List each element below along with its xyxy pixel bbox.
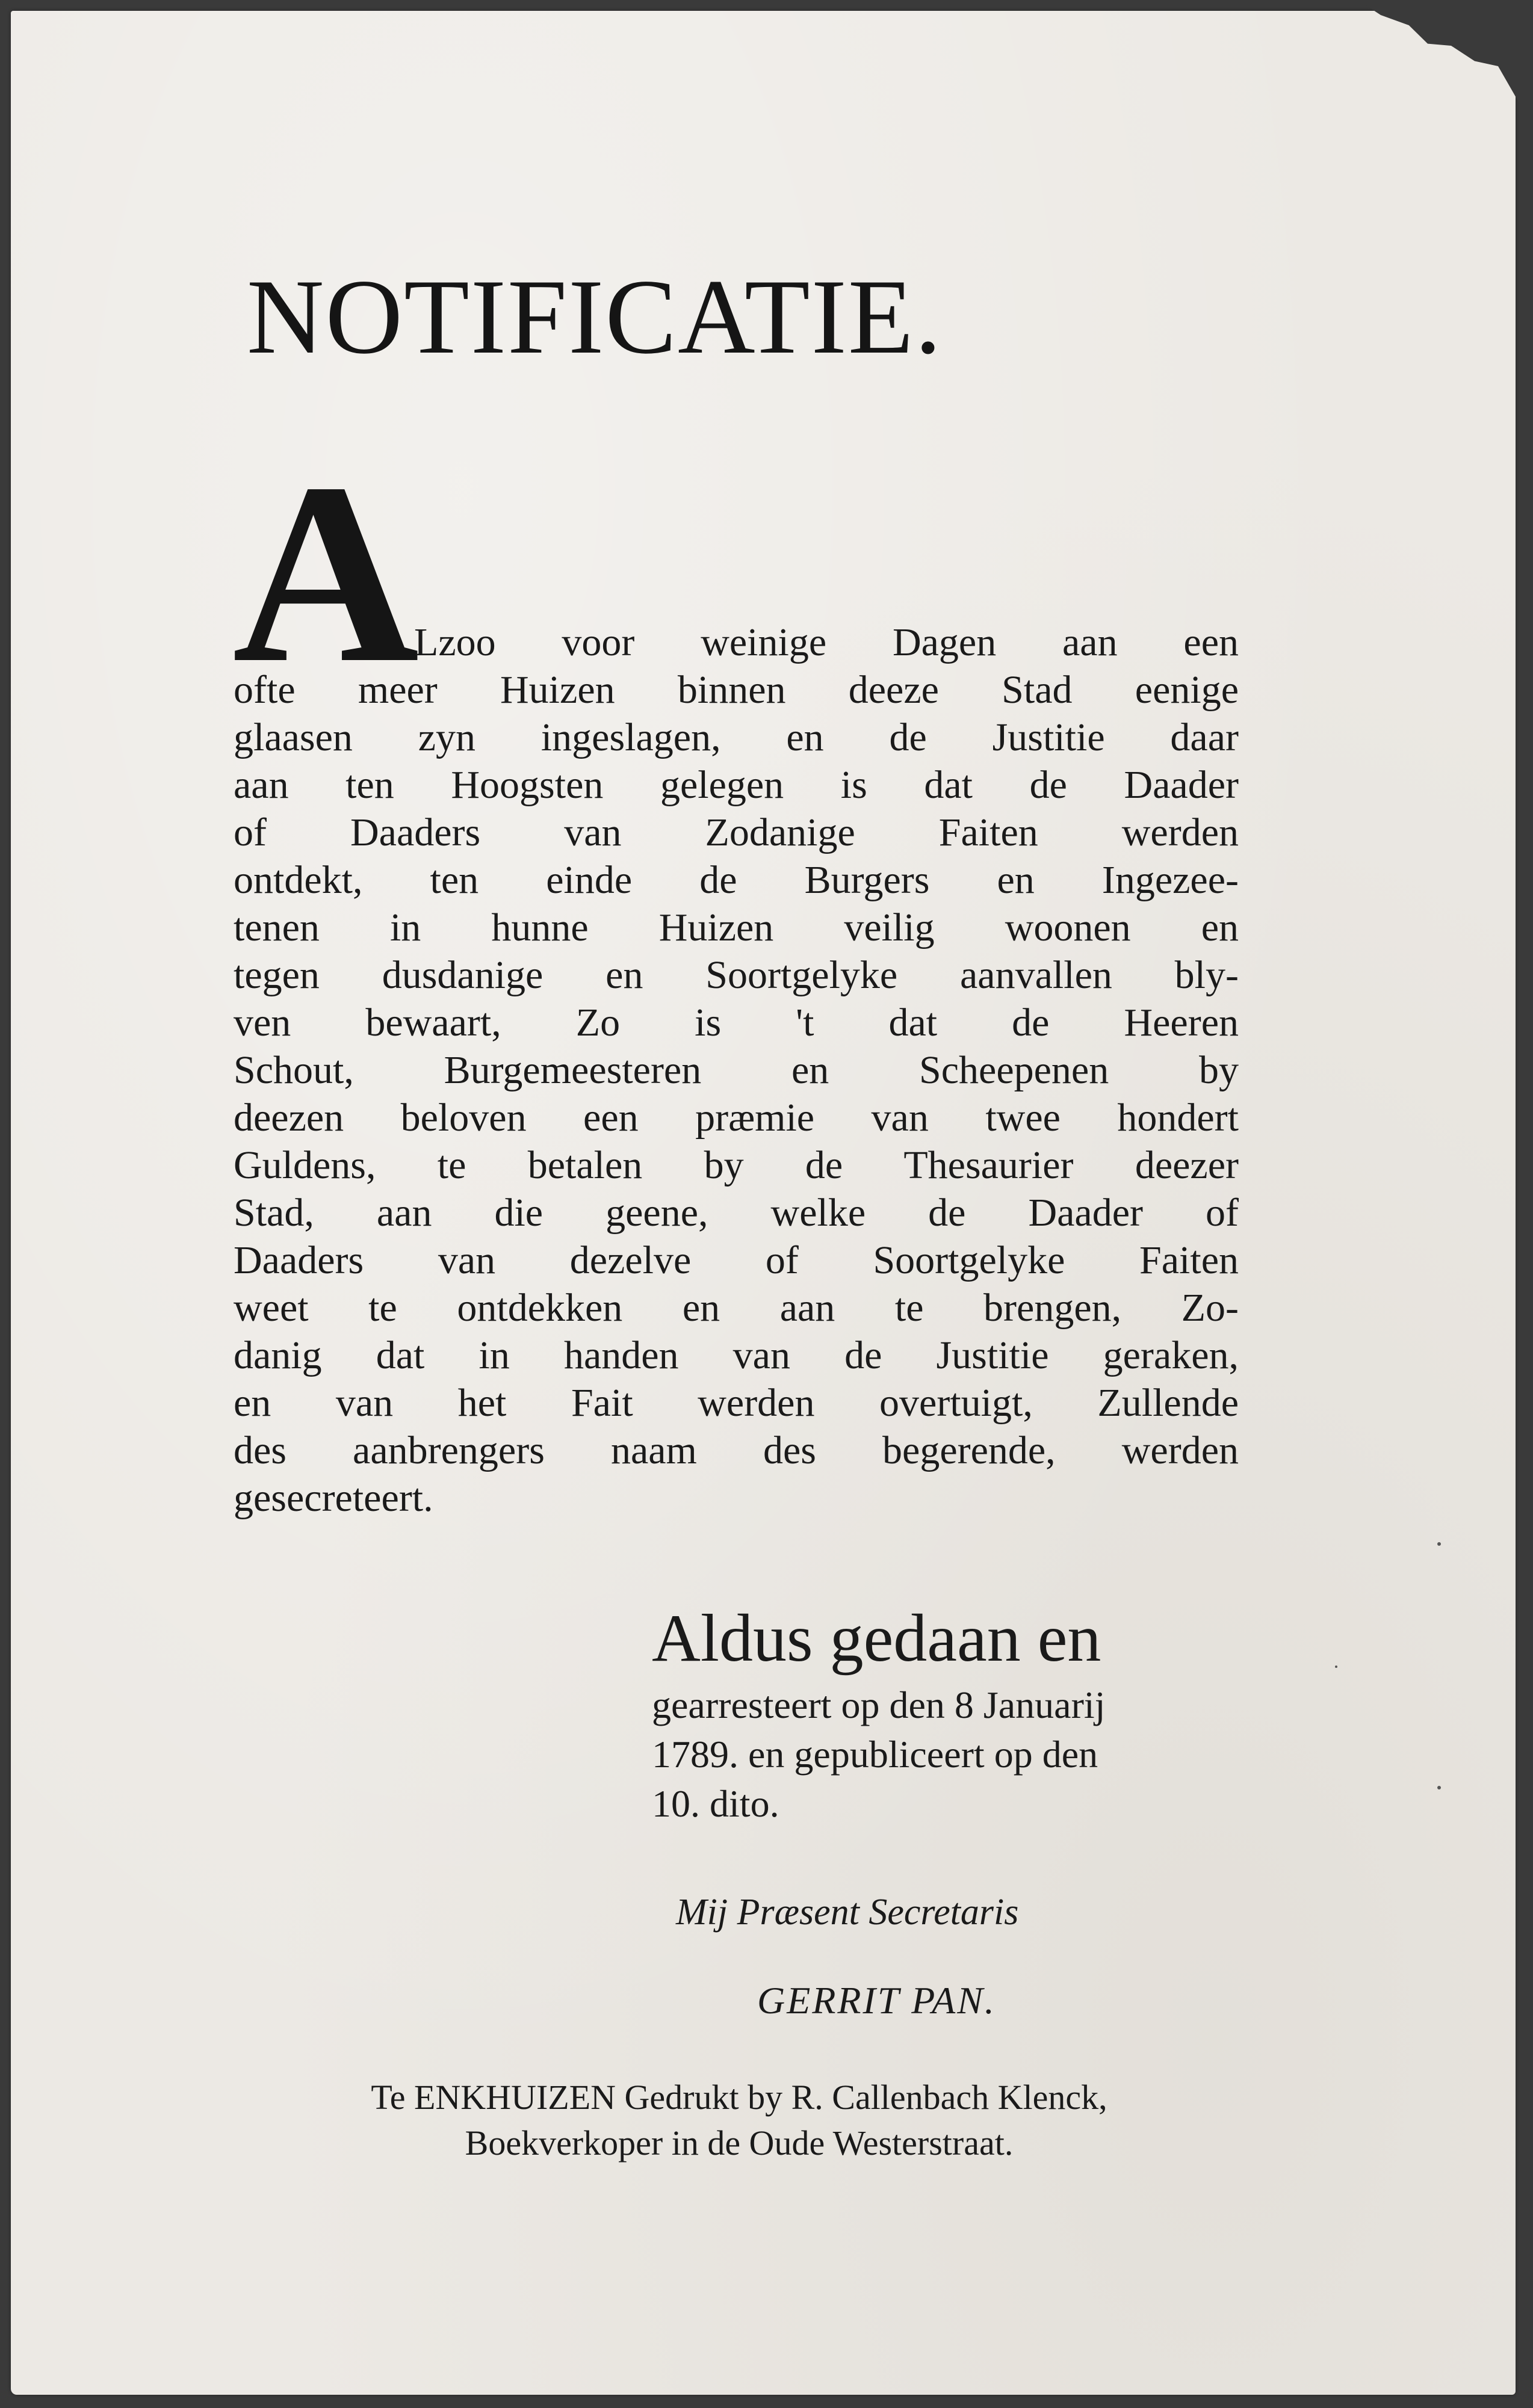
imprint-line: Te ENKHUIZEN Gedrukt by R. Callenbach Klenck,: [371, 2078, 1107, 2117]
body-line: des aanbrengers naam des begerende, werden: [234, 1428, 1239, 1472]
signer-name: GERRIT PAN.: [757, 1979, 996, 2022]
body-line: gesecreteert.: [234, 1476, 433, 1520]
document-title: NOTIFICATIE.: [247, 257, 943, 376]
ink-speck: [1437, 1786, 1441, 1789]
closing-heading: Aldus gedaan en: [652, 1601, 1101, 1676]
body-line: weet te ontdekken en aan te brengen, Zo-: [234, 1286, 1239, 1330]
body-line: tegen dusdanige en Soortgelyke aanvallen bly-: [234, 953, 1239, 997]
body-text: [234, 619, 1239, 1522]
body-line: Lzoo voor weinige Dagen aan een: [414, 620, 1239, 664]
body-line: aan ten Hoogsten gelegen is dat de Daader: [234, 763, 1239, 807]
body-line: en van het Fait werden overtuigt, Zullende: [234, 1381, 1239, 1425]
body-line: glaasen zyn ingeslagen, en de Justitie daar: [234, 715, 1239, 759]
body-line: danig dat in handen van de Justitie geraken,: [234, 1333, 1239, 1377]
body-line: ontdekt, ten einde de Burgers en Ingezee-: [234, 858, 1239, 902]
imprint-line: Boekverkoper in de Oude Westerstraat.: [465, 2123, 1014, 2163]
printer-imprint: [228, 2075, 1251, 2166]
closing-line: 1789. en gepubliceert op den: [652, 1733, 1098, 1776]
closing-block: [652, 1596, 1230, 1829]
body-line: Schout, Burgemeesteren en Scheepenen by: [234, 1048, 1239, 1092]
drop-cap: A: [232, 430, 420, 717]
body-line: Guldens, te betalen by de Thesaurier deezer: [234, 1143, 1239, 1187]
paper-sheet: [11, 11, 1516, 2395]
closing-line: 10. dito.: [652, 1782, 779, 1825]
body-line: ofte meer Huizen binnen deeze Stad eenige: [234, 668, 1239, 712]
body-line: Daaders van dezelve of Soortgelyke Faiten: [234, 1238, 1239, 1282]
body-line: of Daaders van Zodanige Faiten werden: [234, 810, 1239, 854]
body-line: ven bewaart, Zo is 't dat de Heeren: [234, 1001, 1239, 1045]
closing-line: gearresteert op den 8 Januarij: [652, 1684, 1106, 1726]
body-line: deezen beloven een præmie van twee hondert: [234, 1096, 1239, 1140]
body-line: tenen in hunne Huizen veilig woonen en: [234, 906, 1239, 949]
torn-corner: [1365, 5, 1522, 107]
body-line: Stad, aan die geene, welke de Daader of: [234, 1191, 1239, 1235]
ink-speck: [1437, 1542, 1441, 1546]
attestation: Mij Præsent Secretaris: [676, 1892, 1019, 1933]
ink-speck: [1335, 1666, 1337, 1668]
